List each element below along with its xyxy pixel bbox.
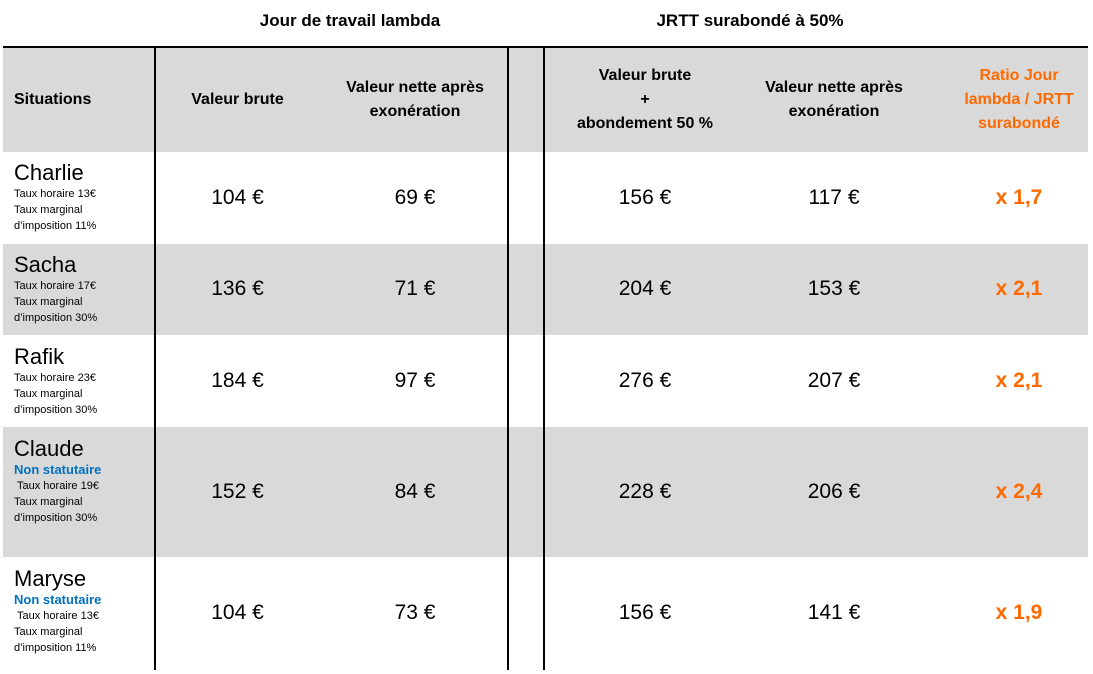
- person-detail: d’imposition 11%: [14, 220, 97, 232]
- row-maryse-jrtt-brut: 156 €: [618, 601, 672, 624]
- status-label: Non statutaire: [14, 462, 102, 477]
- group-title-jrtt: JRTT surabondé à 50%: [656, 11, 844, 30]
- column-divider-group-left: [507, 48, 509, 670]
- person-detail: Taux marginal: [14, 204, 83, 216]
- person-detail: d’imposition 30%: [14, 512, 98, 524]
- person-detail: Taux marginal: [14, 626, 83, 638]
- header-jrtt-brut-line2: +: [640, 91, 650, 108]
- header-jrtt-brut: [550, 48, 740, 152]
- row-sacha-jrtt-brut: 204 €: [618, 277, 672, 300]
- row-sacha-ratio: x 2,1: [995, 277, 1043, 300]
- person-detail: Taux horaire 23€: [14, 372, 96, 384]
- row-sacha-lambda-brut: 136 €: [211, 277, 264, 300]
- person-detail: d’imposition 30%: [14, 312, 98, 324]
- person-detail: Taux marginal: [14, 496, 83, 508]
- person-detail: Taux horaire 17€: [14, 280, 96, 292]
- column-divider-situations: [154, 48, 156, 670]
- row-maryse-lambda-net: 73 €: [394, 601, 436, 624]
- row-charlie-jrtt-brut: 156 €: [618, 186, 672, 209]
- header-lambda-brut: Valeur brute: [191, 91, 284, 108]
- person-detail: Taux marginal: [14, 296, 83, 308]
- person-detail: Taux marginal: [14, 388, 83, 400]
- header-lambda-net: Valeur nette après exonération: [346, 79, 484, 120]
- row-sacha-lambda-net: 71 €: [394, 277, 436, 300]
- row-claude-jrtt-net: 206 €: [807, 480, 861, 503]
- person-detail: Taux horaire 13€: [14, 188, 96, 200]
- status-label: Non statutaire: [14, 592, 102, 607]
- column-divider-group-right: [543, 48, 545, 670]
- person-name: Claude: [14, 436, 84, 461]
- person-detail: d’imposition 30%: [14, 404, 98, 416]
- row-charlie-ratio: x 1,7: [995, 186, 1043, 209]
- person-detail: Taux horaire 13€: [17, 610, 99, 622]
- row-sacha-jrtt-net: 153 €: [807, 277, 861, 300]
- row-rafik-jrtt-brut: 276 €: [618, 369, 672, 392]
- row-rafik-situation: [14, 344, 152, 418]
- person-name: Sacha: [14, 252, 77, 277]
- row-rafik-ratio: x 2,1: [995, 369, 1043, 392]
- person-name: Maryse: [14, 566, 87, 591]
- person-name: Charlie: [14, 160, 84, 185]
- row-charlie-jrtt-net: 117 €: [808, 186, 860, 209]
- row-claude-situation: [14, 436, 152, 526]
- row-maryse-ratio: x 1,9: [995, 601, 1043, 624]
- header-situations: Situations: [14, 91, 92, 108]
- row-maryse-situation: [14, 566, 152, 656]
- row-claude-jrtt-brut: 228 €: [618, 480, 672, 503]
- header-ratio: Ratio Jour lambda / JRTT surabondé: [964, 67, 1074, 132]
- row-charlie-lambda-brut: 104 €: [211, 186, 264, 209]
- row-claude-lambda-net: 84 €: [394, 480, 436, 503]
- person-name: Rafik: [14, 344, 65, 369]
- row-rafik-lambda-brut: 184 €: [211, 369, 264, 392]
- person-detail: d’imposition 11%: [14, 642, 97, 654]
- header-jrtt-brut-line1: Valeur brute: [598, 67, 692, 84]
- row-rafik-lambda-net: 97 €: [394, 369, 436, 392]
- row-charlie-lambda-net: 69 €: [394, 186, 436, 209]
- row-sacha-situation: [14, 252, 152, 326]
- row-charlie-situation: [14, 160, 152, 234]
- row-maryse-lambda-brut: 104 €: [211, 601, 264, 624]
- header-jrtt-net: Valeur nette après exonération: [765, 79, 903, 120]
- row-claude-ratio: x 2,4: [995, 480, 1043, 503]
- group-title-lambda: Jour de travail lambda: [259, 11, 441, 30]
- row-maryse-jrtt-net: 141 €: [807, 601, 861, 624]
- row-claude-lambda-brut: 152 €: [211, 480, 264, 503]
- person-detail: Taux horaire 19€: [17, 480, 99, 492]
- header-jrtt-brut-line3: abondement 50 %: [576, 115, 714, 132]
- row-rafik-jrtt-net: 207 €: [807, 369, 861, 392]
